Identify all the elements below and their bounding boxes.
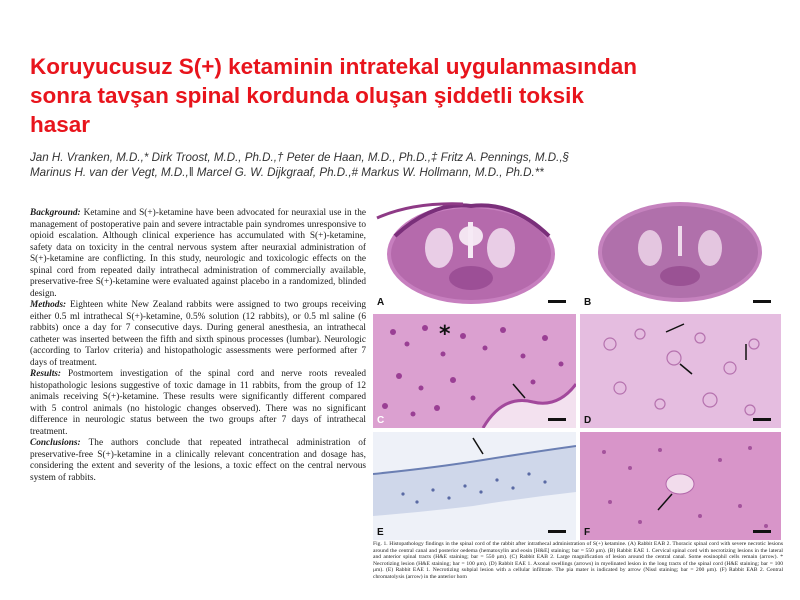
results-heading: Results: [30,369,69,379]
results-text: Postmortem investigation of the spinal cord and nerve roots revealed histopathologic lesions suggestive of toxic damage in 11 rabbits, from the group of 12 animals receiving S(+)-ketamine. These results were significantly different compared with 5 control animals (no histologic changes observed). There was no significant difference in neurologic status between the two groups after 7 days of intrathecal treatment. [30,369,367,437]
authors-line-1: Jan H. Vranken, M.D.,* Dirk Troost, M.D., Ph.D.,† Peter de Haan, M.D., Ph.D.,‡ Fritz A. Pennings, M.D.,§ [30,151,570,164]
panel-c-image [373,314,576,428]
panel-c-label: C [377,415,385,426]
panel-e-label: E [377,527,384,538]
methods-text: Eighteen white New Zealand rabbits were assigned to two groups receiving either 0.5 ml intrathecal S(+)-ketamine, 0.5% solution (12 rabbits), or 0.5 ml saline (6 rabbits) once a day for 7 consecutive days. During general anesthesia, an intrathecal catheter was inserted between the fifth and sixth spinous processes (lumbar). Neurologic (according to Tarlov criteria) and histopathologic assessments were performed after 7 days of treatment. [30,300,366,368]
panel-c [373,314,576,428]
panel-e-image [373,432,576,540]
panel-d-scale-bar [753,418,771,421]
necrotic-lesion-asterisk: * [439,322,451,347]
panel-f-label: F [584,527,591,538]
panel-e [373,432,576,540]
panel-f [580,432,781,540]
conclusions-heading: Conclusions: [30,438,89,448]
authors-line-2: Marinus H. van der Vegt, M.D.,‖ Marcel G. W. Dijkgraaf, Ph.D.,# Markus W. Hollmann, M.D., Ph.D.** [30,166,544,179]
panel-d-image [580,314,781,428]
panel-a-scale-bar [548,300,566,303]
abstract-methods [30,300,366,369]
title-line-2: sonra tavşan spinal kordunda oluşan şiddetli toksik [30,83,584,108]
abstract-conclusions [30,438,366,484]
slide-title [30,52,770,139]
methods-heading: Methods: [30,300,70,310]
histopathology-figure [373,196,781,540]
panel-f-scale-bar [753,530,771,533]
panel-f-image [580,432,781,540]
panel-e-scale-bar [548,530,566,533]
title-line-1: Koruyucusuz S(+) ketaminin intratekal uygulanmasından [30,54,638,79]
panel-a [373,196,576,310]
panel-d [580,314,781,428]
conclusions-text: The authors conclude that repeated intrathecal administration of preservative-free S(+)-ketamine in a clinically relevant concentration and dosage has, considering the extent and severity of the lesions, a toxic effect on the central nervous system of rabbits. [30,438,366,483]
figure-caption: Fig. 1. Histopathology findings in the spinal cord of the rabbit after intrathecal administration of S(+) ketamine. (A) Rabbit EAB 2. Thoracic spinal cord with severe necrotic lesions around the central canal and posterior oedema (hematoxylin and eosin [H&E] staining; bar = 550 μm). (B) Rabbit EAE 1. Cervical spinal cord with necrotizing lesions in the lateral and anterior spinal tracts (H&E staining; bar = 550 μm). (C) Rabbit EAB 2. Large magnification of lesion around the central canal. Some eosinophil cells remain (arrow). * Necrotizing lesion (H&E staining; bar = 100 μm). (D) Rabbit EAE 1. Axonal swellings (arrows) in myelinated lesion in the long tracts of the spinal cord (H&E staining; bar = 100 μm). (E) Rabbit EAE 1. Necrotizing subpial lesion with a cellular infiltrate. The pia mater is indicated by arrow (Nissl staining; bar = 200 μm). (F) Rabbit EAB 2. Central chromatolysis (arrow) in the anterior horn [373,541,783,580]
background-heading: Background: [30,208,84,218]
background-text: Ketamine and S(+)-ketamine have been advocated for neuraxial use in the management of postoperative pain and severe intractable pain syndromes unresponsive to opioid escalation. Although clinical experience has accumulated with S(+)-ketamine, safety data on toxicity in the central nervous system after neuraxial administration of S(+)-ketamine are conflicting. In this study, neurologic and toxicologic effects on the spinal cord from repeated daily intrathecal administration of commercially available, preservative-free S(+)-ketamine were evaluated against placebo in a randomized, blinded design. [30,208,366,299]
panel-b-scale-bar [753,300,771,303]
author-list [30,150,770,180]
panel-b-image [580,196,781,310]
panel-b [580,196,781,310]
abstract-results [30,369,366,438]
panel-a-image [373,196,576,310]
panel-d-label: D [584,415,592,426]
panel-a-label: A [377,297,385,308]
abstract [30,208,366,484]
title-line-3: hasar [30,112,91,137]
abstract-background [30,208,366,300]
panel-c-scale-bar [548,418,566,421]
panel-b-label: B [584,297,592,308]
